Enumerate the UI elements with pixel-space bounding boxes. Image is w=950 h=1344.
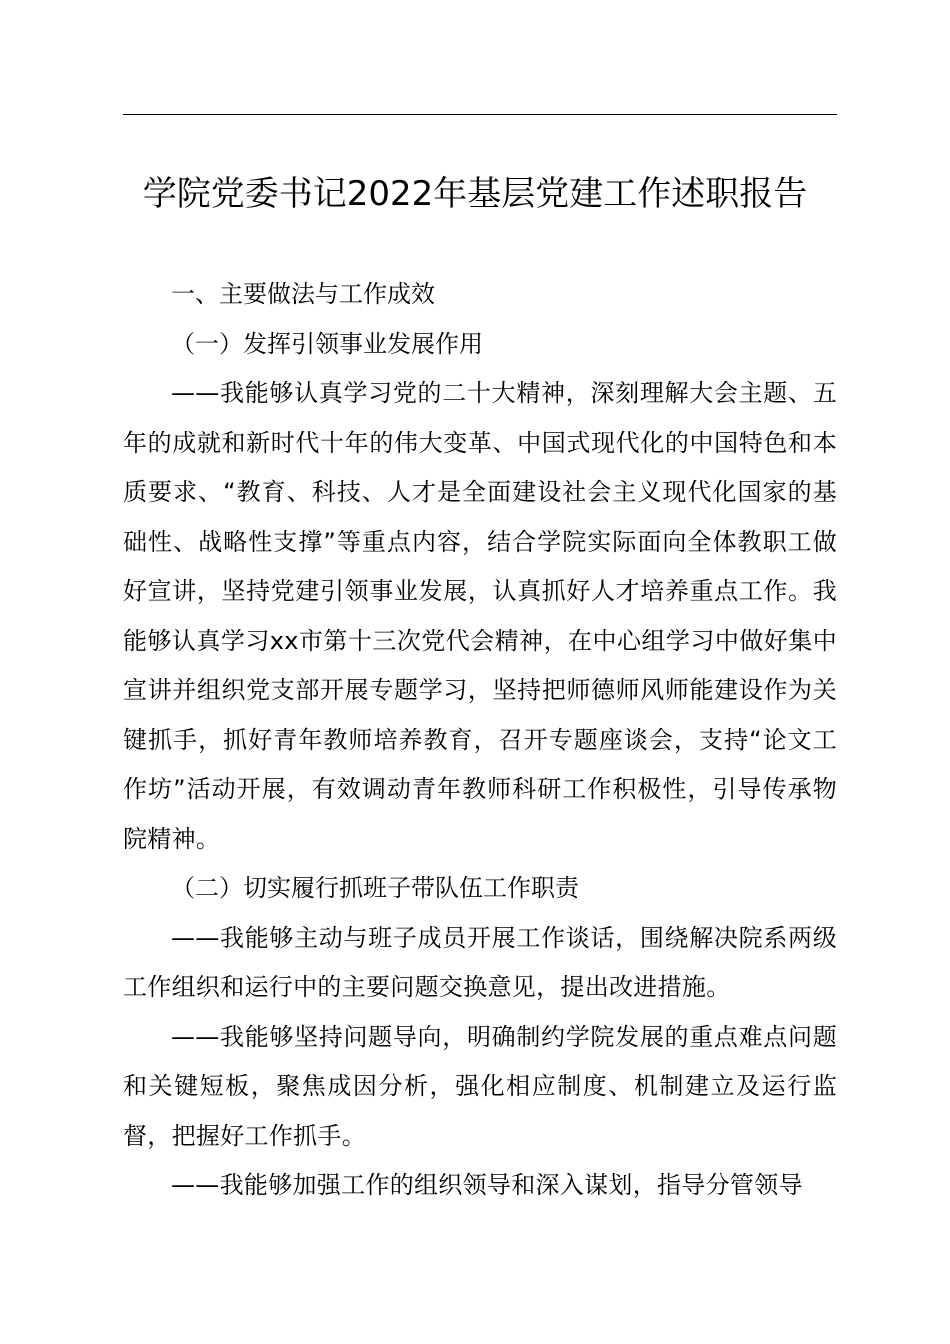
document-title: 学院党委书记2022年基层党建工作述职报告	[142, 174, 808, 214]
header-rule	[123, 114, 837, 115]
paragraph-study-and-leadership: ——我能够认真学习党的二十大精神，深刻理解大会主题、五年的成就和新时代十年的伟大变革、中国式现代化的中国特色和本质要求、“教育、科技、人才是全面建设社会主义现代化国家的基础性、战略性支撑”等重点内容，结合学院实际面向全体教职工做好宣讲，坚持党建引领事业发展，认真抓好人才培养重点工作。我能够认真学习xx市第十三次党代会精神，在中心组学习中做好集中宣讲并组织党支部开展专题学习，坚持把师德师风师能建设作为关键抓手，抓好青年教师培养教育，召开专题座谈会，支持“论文工作坊”活动开展，有效调动青年教师科研工作积极性，引导传承物院精神。	[123, 379, 837, 853]
paragraph-problem-oriented: ——我能够坚持问题导向，明确制约学院发展的重点难点问题和关键短板，聚焦成因分析，强化相应制度、机制建立及运行监督，把握好工作抓手。	[123, 1022, 837, 1150]
section-heading-main-practices: 一、主要做法与工作成效	[171, 280, 435, 308]
document-body	[123, 270, 837, 1211]
paragraph-team-talks: ——我能够主动与班子成员开展工作谈话，围绕解决院系两级工作组织和运行中的主要问题交换意见，提出改进措施。	[123, 923, 837, 1001]
subsection-heading-leading-role: （一）发挥引领事业发展作用	[171, 329, 483, 358]
subsection-heading-team-duties: （二）切实履行抓班子带队伍工作职责	[171, 874, 579, 902]
paragraph-organization-planning: ——我能够加强工作的组织领导和深入谋划，指导分管领导	[171, 1171, 803, 1199]
